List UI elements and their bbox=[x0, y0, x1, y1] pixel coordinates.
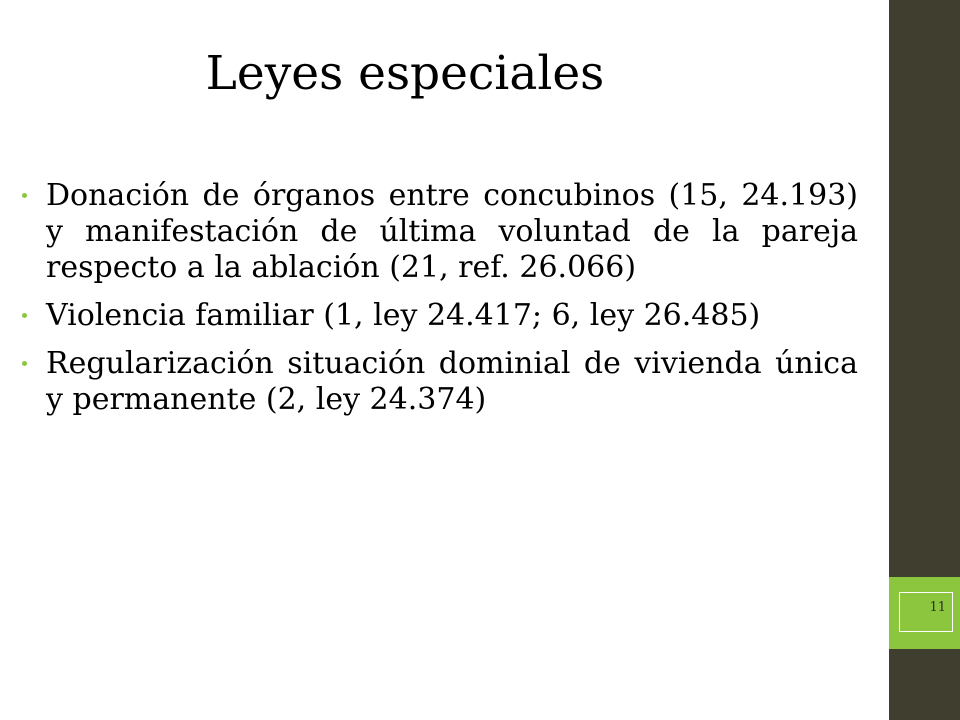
bullet-text: Donación de órganos entre concubinos (15, 24.193) y manifestación de última voluntad de la pareja respecto a la ablación (21, ref. 26.066) bbox=[46, 178, 858, 285]
bullet-icon bbox=[22, 361, 27, 366]
page-number: 11 bbox=[929, 600, 946, 615]
bullet-item bbox=[46, 346, 858, 418]
bullet-item bbox=[46, 178, 858, 286]
bullet-icon bbox=[22, 313, 27, 318]
bullet-list bbox=[46, 178, 858, 430]
page-number-box bbox=[889, 577, 960, 649]
bullet-text: Regularización situación dominial de vivienda única y permanente (2, ley 24.374) bbox=[46, 346, 858, 417]
bullet-item bbox=[46, 298, 858, 334]
bullet-text: Violencia familiar (1, ley 24.417; 6, ley 26.485) bbox=[46, 298, 761, 333]
page-number-frame bbox=[899, 592, 953, 632]
slide-title: Leyes especiales bbox=[205, 46, 605, 101]
bullet-icon bbox=[22, 193, 27, 198]
